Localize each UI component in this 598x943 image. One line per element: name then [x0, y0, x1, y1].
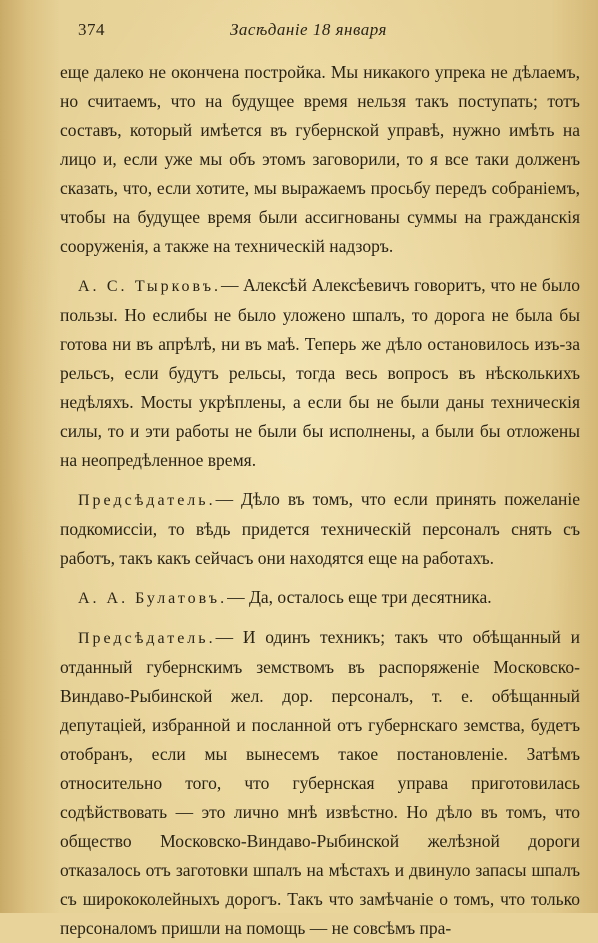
running-title: Засѣданіе 18 января	[230, 20, 387, 39]
speaker-name: А. С. Тырковъ.	[78, 278, 221, 295]
paragraph-text: — Дѣло въ томъ, что если принять пожеланіе подкомиссіи, то вѣдь придется техническій персоналъ снять съ работъ, такъ какъ сейчасъ они находятся еще на работахъ.	[60, 489, 580, 568]
paragraph-chairman-1	[60, 485, 580, 573]
body-text	[60, 58, 580, 943]
paragraph-text: еще далеко не окончена постройка. Мы никакого упрека не дѣлаемъ, но считаемъ, что на будущее время нельзя такъ поступать; тотъ составъ, который имѣется въ губернской управѣ, нужно имѣть на лицо и, если уже мы объ этомъ заговорили, то я все таки долженъ сказать, что, если хотите, мы выражаемъ просьбу передъ собраніемъ, чтобы на будущее время были ассигнованы суммы на гражданскія сооруженія, а также на техническій надзоръ.	[60, 62, 580, 256]
speaker-name: Предсѣдатель.	[78, 492, 216, 509]
paragraph-text: — Да, осталось еще три десятника.	[227, 587, 492, 607]
paragraph-continuation	[60, 58, 580, 261]
paragraph-bulatov	[60, 583, 580, 613]
speaker-name: Предсѣдатель.	[78, 630, 216, 647]
paragraph-text: — И одинъ техникъ; такъ что обѣщанный и отданный губернскимъ земствомъ въ распоряженіе Московско-Виндаво-Рыбинской жел. дор. персоналъ, т. е. обѣщанный депутаціей, избранной и посланной отъ губернскаго земства, будетъ отобранъ, если мы вынесемъ такое постановленіе. Затѣмъ относительно того, что губернская управа приготовилась содѣйствовать — это лично мнѣ извѣстно. Но дѣло въ томъ, что общество Московско-Виндаво-Рыбинской желѣзной дороги отказалось отъ заготовки шпалъ на мѣстахъ и двинуло запасы шпалъ съ ширококолейныхъ дорогъ. Такъ что замѣчаніе о томъ, что только персоналомъ пришли на помощь — не совсѣмъ пра-	[60, 627, 580, 938]
page-number: 374	[78, 20, 105, 39]
paragraph-text: — Алексѣй Алексѣевичъ говоритъ, что не было пользы. Но еслибы не было уложено шпалъ, то дорога не была бы готова ни въ апрѣлѣ, ни въ маѣ. Теперь же дѣло остановилось изъ-за рельсъ, если будутъ рельсы, тогда весь вопросъ въ нѣсколькихъ недѣляхъ. Мосты укрѣплены, а если бы не были даны техническія силы, то и эти работы не были бы исполнены, а были бы отложены на неопредѣленное время.	[60, 275, 580, 470]
paragraph-tyrkov	[60, 271, 580, 475]
speaker-name: А. А. Булатовъ.	[78, 590, 228, 607]
paragraph-chairman-2	[60, 623, 580, 943]
running-head	[60, 18, 572, 48]
